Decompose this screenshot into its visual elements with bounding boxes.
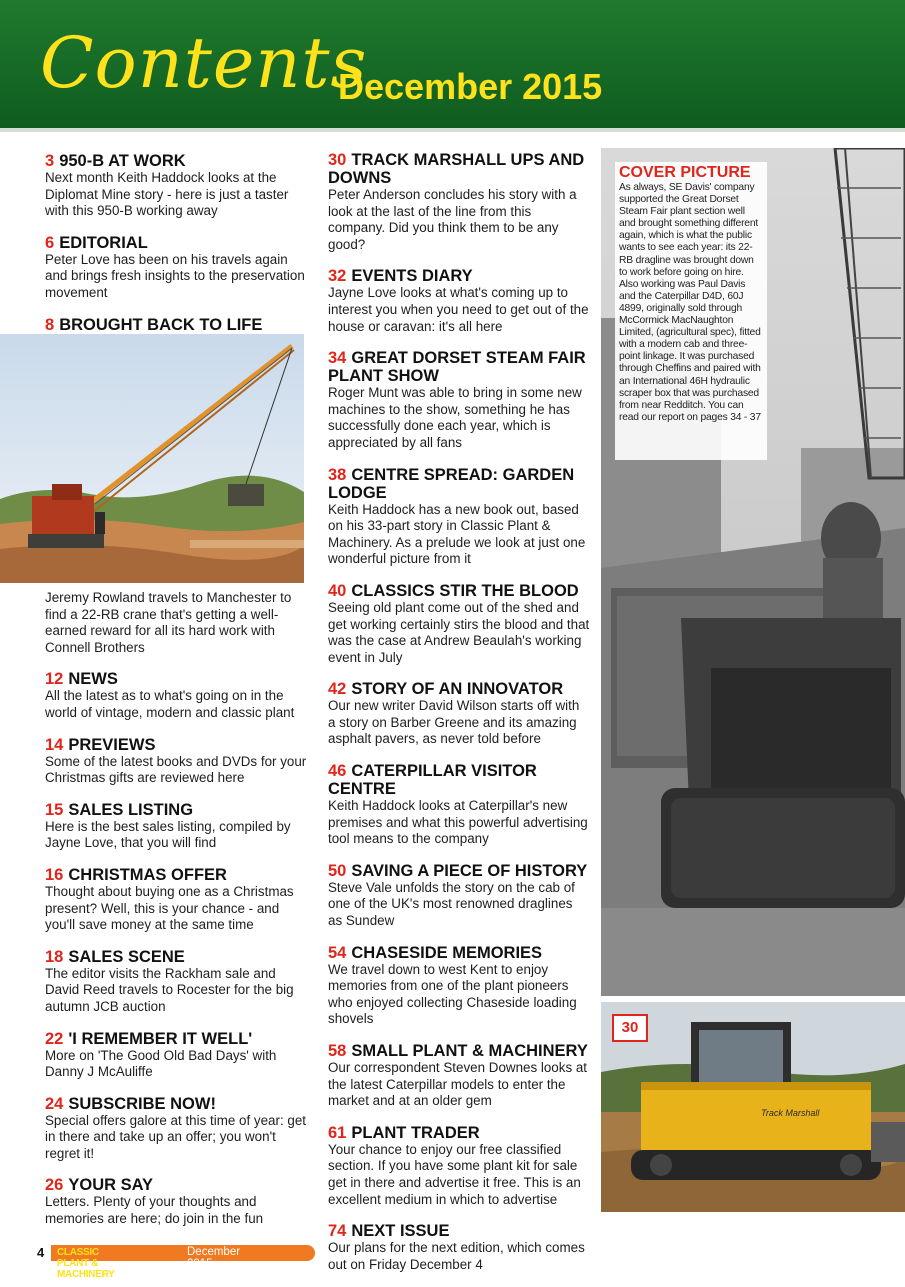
- issue-date: December 2015: [338, 66, 603, 107]
- cover-picture-text: As always, SE Davis' company supported the Great Dorset Steam Fair plant section well and brought something different again, which is what the public wants to see each year: its 22-RB dragline was brought down to work before going on hire. Also working was Paul Davis and the Caterpillar D4D, 60J 4899, originally sold through McCormick MacNaughton Limited, (agricultural spec), fitted with a modern cab and three-point linkage. It was purchased through Cheffins and paired with an International 46H hydraulic scraper box that was purchased from near Redditch. You can read our report on pages 34 - 37: [619, 182, 761, 423]
- entry-title: 'I REMEMBER IT WELL': [68, 1029, 253, 1048]
- entry-description: Peter Love has been on his travels again and brings fresh insights to the preservation movement: [45, 251, 305, 300]
- entry-title: SALES LISTING: [68, 800, 194, 819]
- entry-title: CATERPILLAR VISITOR CENTRE: [328, 762, 537, 799]
- contents-entry[interactable]: [45, 866, 307, 934]
- entry-description: More on 'The Good Old Bad Days' with Danny J McAuliffe: [45, 1047, 277, 1080]
- entry-description: Steve Vale unfolds the story on the cab of one of the UK's most renowned draglines as Sundew: [328, 879, 575, 929]
- photo-page-badge: 30: [612, 1014, 648, 1042]
- page-number: 38: [328, 465, 347, 484]
- entry-description: We travel down to west Kent to enjoy memories from one of the plant pioneers who enjoyed collecting Chaseside loading shovels: [328, 961, 577, 1027]
- entry-title: SMALL PLANT & MACHINERY: [351, 1042, 588, 1060]
- page-number: 12: [45, 670, 64, 689]
- page-number: 58: [328, 1042, 347, 1060]
- entry-title: TRACK MARSHALL UPS AND DOWNS: [328, 151, 585, 187]
- entry-description: Our correspondent Steven Downes looks at the latest Caterpillar models to enter the market and at an older gem: [328, 1060, 588, 1109]
- contents-entry[interactable]: [328, 944, 590, 1028]
- entry-title: SUBSCRIBE NOW!: [68, 1094, 216, 1113]
- entry-description: Keith Haddock has a new book out, based on his 33-part story in Classic Plant & Machinery. As a prelude we look at just one wonderful picture from it: [328, 501, 586, 567]
- header-divider: [0, 128, 905, 132]
- entry-description: Thought about buying one as a Christmas present? Well, this is your chance - and you'll save money at the same time: [45, 883, 294, 933]
- entry-title: EDITORIAL: [59, 233, 148, 252]
- footer-date: December 2015: [187, 1246, 241, 1270]
- footer-page-number: 4: [37, 1245, 45, 1260]
- contents-entry[interactable]: [45, 948, 307, 1016]
- contents-entry[interactable]: [328, 349, 590, 451]
- contents-entry[interactable]: [328, 680, 590, 748]
- cover-picture-caption: [615, 162, 767, 460]
- page-number: 34: [328, 349, 347, 368]
- page-number: 22: [45, 1029, 64, 1048]
- contents-column-1-top: [45, 152, 307, 348]
- entry-description: Next month Keith Haddock looks at the Diplomat Mine story - here is just a taster with this 950-B working away: [45, 170, 289, 219]
- crane-story-description: Jeremy Rowland travels to Manchester to find a 22-RB crane that's getting a well-earned reward for all its hard work with Connell Brothers: [45, 590, 292, 655]
- contents-entry[interactable]: [45, 736, 307, 787]
- contents-column-1-bottom: [45, 590, 307, 1242]
- contents-entry[interactable]: [328, 762, 590, 848]
- entry-title: NEWS: [68, 670, 118, 689]
- contents-entry[interactable]: [328, 151, 590, 253]
- entry-title: CHRISTMAS OFFER: [68, 865, 227, 884]
- entry-description: Peter Anderson concludes his story with a look at the last of the line from this company. Did you think them to be any good?: [328, 187, 577, 252]
- page-number: 32: [328, 267, 347, 286]
- entry-description: Our new writer David Wilson starts off with a story on Barber Greene and its amazing asphalt pavers, as never told before: [328, 698, 580, 747]
- contents-column-2: [328, 151, 590, 1287]
- entry-description: Jayne Love looks at what's coming up to interest you when you need to get out of the house or caravan: it's all here: [328, 285, 589, 334]
- contents-entry[interactable]: [45, 1176, 307, 1227]
- entry-title: YOUR SAY: [68, 1176, 154, 1195]
- page-number: 26: [45, 1176, 64, 1195]
- page-number: 16: [45, 865, 64, 884]
- page-number: 18: [45, 947, 64, 966]
- entry-description: Roger Munt was able to bring in some new machines to the show, something he has successfully done each year, which is appreciated by all fans: [328, 385, 582, 450]
- footer-magazine-title: CLASSIC PLANT & MACHINERY: [57, 1247, 115, 1280]
- entry-description: The editor visits the Rackham sale and David Reed travels to Rocester for the big autumn JCB auction: [45, 965, 294, 1014]
- dragline-illustration: [0, 334, 304, 583]
- contents-entry[interactable]: [45, 1095, 307, 1163]
- entry-title: 950-B AT WORK: [59, 152, 186, 170]
- page-number: 8: [45, 315, 55, 334]
- entry-title: CENTRE SPREAD: GARDEN LODGE: [328, 465, 575, 502]
- page-number: 15: [45, 800, 64, 819]
- entry-description: Special offers galore at this time of year: get in there and take up an offer; you won't regret it!: [45, 1112, 307, 1161]
- page-number: 24: [45, 1094, 64, 1113]
- page-number: 3: [45, 152, 55, 170]
- contents-entry[interactable]: [45, 234, 307, 302]
- page-number: 6: [45, 233, 55, 252]
- page-number: 46: [328, 762, 347, 781]
- page-number: 40: [328, 581, 347, 600]
- entry-description: Our plans for the next edition, which comes out on Friday December 4: [328, 1240, 585, 1272]
- entry-description: Keith Haddock looks at Caterpillar's new premises and what this powerful advertising tool means to the company: [328, 798, 588, 847]
- page-number: 74: [328, 1222, 347, 1241]
- contents-entry[interactable]: [328, 267, 590, 335]
- entry-description: [45, 590, 307, 656]
- contents-entry[interactable]: [328, 582, 590, 666]
- machine-lettering: Track Marshall: [761, 1108, 820, 1118]
- entry-description: Your chance to enjoy our free classified section. If you have some plant kit for sale get in there and advertise it free. This is an excellent medium in which to advertise: [328, 1141, 581, 1207]
- contents-entry[interactable]: [45, 670, 307, 721]
- entry-title: NEXT ISSUE: [351, 1222, 450, 1241]
- entry-description: All the latest as to what's going on in the world of vintage, modern and classic plant: [45, 688, 295, 720]
- page-number: 61: [328, 1123, 347, 1142]
- dragline-photo: [0, 334, 304, 583]
- contents-entry[interactable]: [45, 316, 307, 334]
- entry-title: GREAT DORSET STEAM FAIR PLANT SHOW: [328, 349, 586, 386]
- page-number: 50: [328, 861, 347, 880]
- entry-title: EVENTS DIARY: [351, 267, 473, 286]
- entry-title: CLASSICS STIR THE BLOOD: [351, 581, 579, 600]
- entry-title: STORY OF AN INNOVATOR: [351, 680, 564, 699]
- entry-description: Letters. Plenty of your thoughts and memories are here; do join in the fun: [45, 1194, 264, 1227]
- entry-description: Here is the best sales listing, compiled by Jayne Love, that you will find: [45, 818, 291, 851]
- page-number: 30: [328, 151, 347, 169]
- contents-entry[interactable]: [45, 1030, 307, 1081]
- contents-entry[interactable]: [328, 1042, 590, 1110]
- page-number: 14: [45, 735, 64, 754]
- entry-description: Some of the latest books and DVDs for your Christmas gifts are reviewed here: [45, 753, 307, 786]
- contents-entry[interactable]: [328, 1124, 590, 1208]
- entry-title: PLANT TRADER: [351, 1123, 480, 1142]
- entry-title: SALES SCENE: [68, 947, 185, 966]
- page-number: 42: [328, 680, 347, 699]
- page-title: Contents: [40, 22, 368, 104]
- contents-entry[interactable]: [328, 1222, 590, 1273]
- cover-picture-title: COVER PICTURE: [619, 164, 751, 181]
- entry-title: BROUGHT BACK TO LIFE: [59, 315, 263, 334]
- contents-entry[interactable]: [45, 801, 307, 852]
- entry-description: Seeing old plant come out of the shed and get working certainly stirs the blood and that was the case at Andrew Beaulah's working event in July: [328, 599, 590, 665]
- contents-entry[interactable]: [328, 862, 590, 930]
- entry-title: CHASESIDE MEMORIES: [351, 943, 543, 962]
- contents-entry[interactable]: [45, 152, 307, 220]
- entry-title: SAVING A PIECE OF HISTORY: [351, 861, 588, 880]
- entry-title: PREVIEWS: [68, 735, 156, 754]
- contents-entry[interactable]: [328, 466, 590, 568]
- page-number: 54: [328, 943, 347, 962]
